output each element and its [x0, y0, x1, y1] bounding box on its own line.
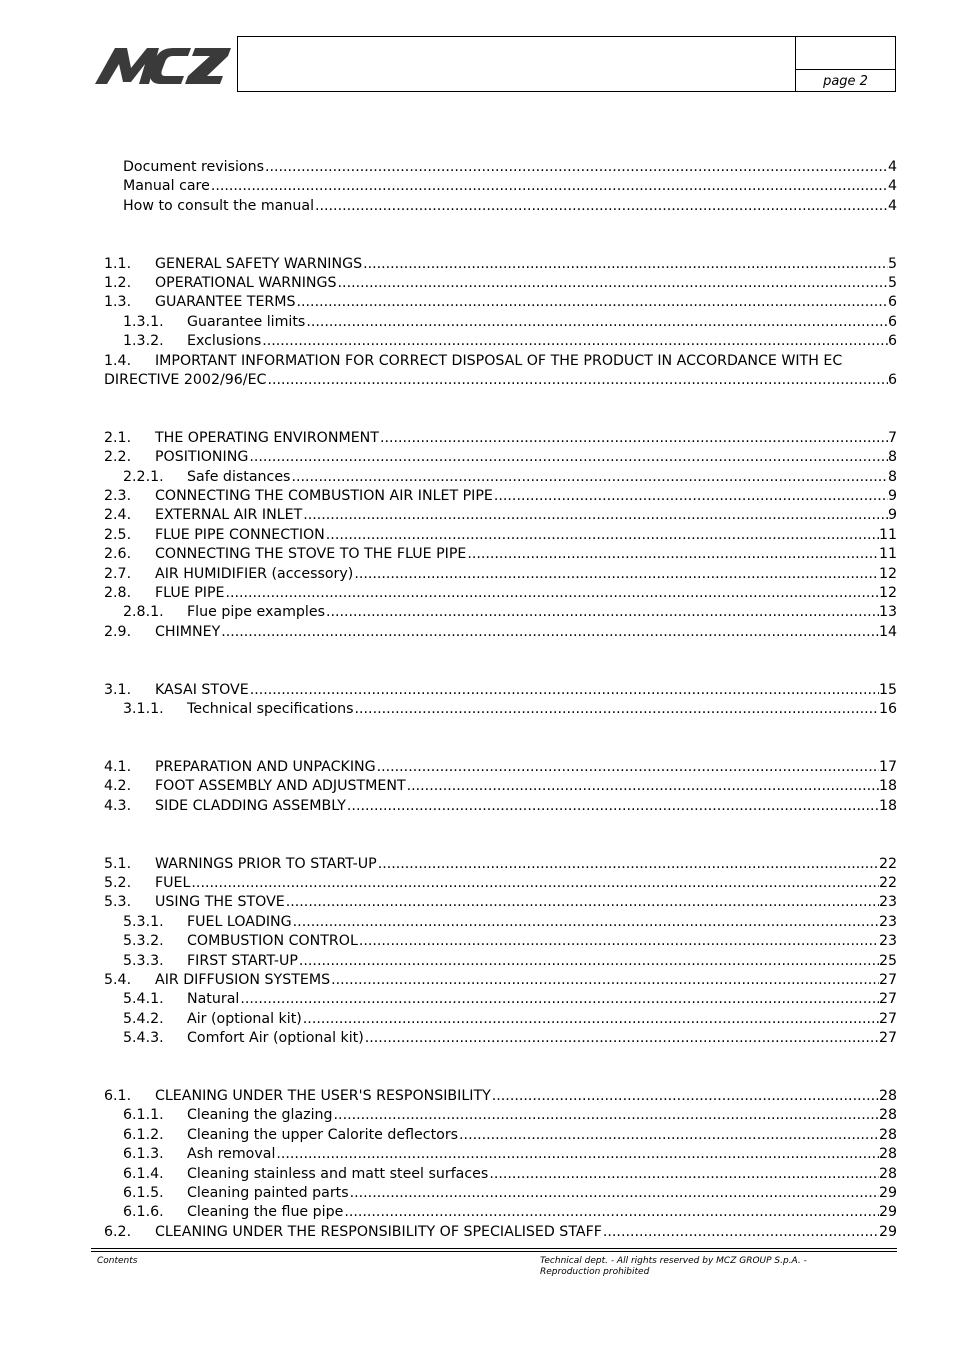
toc-entry-label: Air (optional kit) [187, 1010, 302, 1027]
toc-entry-label: IMPORTANT INFORMATION FOR CORRECT DISPOSAL OF THE PRODUCT IN ACCORDANCE WITH EC [155, 352, 843, 369]
toc-page-number: 12 [878, 565, 897, 582]
toc-entry-label: CONNECTING THE COMBUSTION AIR INLET PIPE [155, 488, 493, 505]
toc-entry[interactable] [104, 506, 897, 525]
toc-entry-number: 2.9. [104, 623, 132, 640]
toc-entry[interactable] [104, 429, 897, 448]
toc-page-number: 11 [878, 526, 897, 543]
toc-dot-leader [602, 1223, 879, 1242]
toc-entry-label: Document revisions [123, 159, 264, 175]
toc-entry-number: 2.5. [104, 526, 132, 543]
toc-entry-number: 5.4. [104, 972, 132, 988]
toc-page-number: 18 [878, 778, 897, 795]
toc-dot-leader [337, 274, 888, 293]
toc-dot-leader [220, 623, 879, 642]
toc-entry-number: 1.2. [104, 275, 132, 292]
toc-entry-label: KASAI STOVE [155, 681, 249, 698]
toc-entry[interactable] [104, 874, 897, 893]
toc-entry[interactable] [104, 177, 897, 196]
toc-entry-number: 5.3.3. [123, 952, 164, 969]
toc-dot-leader [210, 177, 888, 196]
toc-dot-leader [248, 448, 888, 467]
toc-entry-label: Exclusions [187, 333, 262, 350]
toc-entry-label: SIDE CLADDING ASSEMBLY [155, 797, 346, 814]
footer-copyright: Technical dept. - All rights reserved by MCZ GROUP S.p.A. - Reproduction prohibited [540, 1256, 807, 1277]
toc-entry[interactable] [104, 603, 897, 622]
toc-entry-label: Comfort Air (optional kit) [187, 1030, 364, 1047]
toc-page-number: 23 [878, 933, 897, 950]
toc-entry[interactable] [104, 681, 897, 700]
toc-page-number: 28 [878, 1107, 897, 1124]
toc-dot-leader [292, 913, 879, 932]
toc-dot-leader [285, 893, 879, 912]
toc-entry-number: 5.4.2. [123, 1010, 164, 1027]
toc-entry-number: 2.4. [104, 507, 132, 524]
toc-page-number: 27 [878, 991, 897, 1008]
toc-dot-leader [302, 506, 888, 525]
toc-entry[interactable] [104, 855, 897, 874]
toc-entry[interactable] [104, 1029, 897, 1048]
toc-page-number: 27 [878, 1030, 897, 1047]
toc-dot-leader [298, 952, 879, 971]
toc-entry[interactable] [104, 197, 897, 216]
toc-entry[interactable] [104, 255, 897, 274]
toc-dot-leader [224, 584, 878, 603]
toc-page-number: 9 [887, 507, 897, 524]
toc-entry-label: Safe distances [187, 468, 291, 485]
toc-dot-leader [406, 777, 879, 796]
toc-page-number: 5 [887, 255, 897, 272]
toc-dot-leader [330, 971, 879, 990]
toc-entry-label: FOOT ASSEMBLY AND ADJUSTMENT [155, 778, 406, 795]
toc-entry-label: CHIMNEY [155, 623, 221, 640]
toc-dot-leader [346, 797, 879, 816]
toc-entry[interactable] [104, 332, 897, 351]
toc-entry-number: 2.1. [104, 429, 132, 446]
toc-entry-number: 6.1.5. [123, 1185, 164, 1202]
toc-entry-label: USING THE STOVE [155, 894, 285, 911]
toc-dot-leader [466, 545, 879, 564]
toc-entry[interactable] [104, 990, 897, 1009]
toc-entry[interactable] [104, 1106, 897, 1125]
toc-dot-leader [349, 1184, 879, 1203]
toc-dot-leader [488, 1165, 879, 1184]
toc-page-number: 4 [887, 178, 897, 195]
toc-page-number: 6 [887, 333, 897, 350]
toc-entry-number: 6.2. [104, 1223, 132, 1240]
toc-entry[interactable] [104, 1087, 897, 1106]
toc-entry[interactable] [104, 1184, 897, 1203]
toc-page-number: 6 [887, 294, 897, 311]
toc-entry-label: CONNECTING THE STOVE TO THE FLUE PIPE [155, 546, 467, 563]
toc-entry-label: EXTERNAL AIR INLET [155, 507, 303, 524]
toc-dot-leader [377, 855, 879, 874]
toc-entry-number: 4.3. [104, 797, 132, 814]
toc-dot-leader [266, 371, 888, 390]
toc-entry-label: PREPARATION AND UNPACKING [155, 758, 376, 775]
toc-entry-label: FLUE PIPE [155, 585, 225, 602]
toc-entry-label: POSITIONING [155, 449, 249, 466]
toc-entry-number: 2.6. [104, 546, 132, 563]
footer-section-label: Contents [97, 1256, 138, 1266]
toc-entry-number: 6.1.2. [123, 1126, 164, 1143]
toc-entry[interactable] [104, 293, 897, 312]
toc-entry[interactable] [104, 1126, 897, 1145]
toc-dot-leader [305, 313, 888, 332]
toc-page-number: 11 [878, 546, 897, 563]
toc-page-number: 18 [878, 797, 897, 814]
toc-page-number: 12 [878, 585, 897, 602]
toc-dot-leader [353, 565, 879, 584]
mcz-logo [93, 44, 233, 88]
toc-page-number: 29 [878, 1185, 897, 1202]
toc-entry-number: 2.8.1. [123, 604, 164, 621]
toc-entry[interactable] [104, 448, 897, 467]
toc-entry-label: DIRECTIVE 2002/96/EC [104, 372, 267, 389]
toc-entry-number: 5.4.1. [123, 991, 164, 1008]
toc-entry-label: Cleaning the glazing [187, 1107, 333, 1124]
toc-entry-number: 5.3.1. [123, 913, 164, 930]
toc-entry-number: 2.3. [104, 488, 132, 505]
toc-entry-number: 3.1.1. [123, 701, 164, 718]
page-number-label: page 2 [823, 74, 868, 89]
toc-entry-number: 1.3.1. [123, 313, 164, 330]
toc-entry-label: How to consult the manual [123, 197, 315, 214]
toc-entry-number: 2.2.1. [123, 468, 164, 485]
toc-entry-number: 5.2. [104, 875, 132, 892]
toc-entry-number: 3.1. [104, 681, 132, 698]
toc-page-number: 25 [878, 952, 897, 969]
toc-entry-label: THE OPERATING ENVIRONMENT [155, 429, 379, 446]
toc-page-number: 16 [878, 701, 897, 718]
toc-dot-leader [364, 1029, 879, 1048]
toc-entry-label: Cleaning the flue pipe [187, 1204, 344, 1221]
toc-entry-label: WARNINGS PRIOR TO START-UP [155, 855, 377, 872]
toc-entry-number: 5.3. [104, 894, 132, 911]
toc-dot-leader [325, 603, 879, 622]
toc-dot-leader [264, 158, 888, 177]
toc-entry-number: 6.1.4. [123, 1165, 164, 1182]
toc-page-number: 6 [887, 372, 897, 389]
toc-page-number: 22 [878, 875, 897, 892]
toc-entry-label: Manual care [123, 178, 210, 195]
toc-section [104, 429, 897, 642]
toc-page-number: 28 [878, 1146, 897, 1163]
toc-dot-leader [239, 990, 879, 1009]
toc-entry[interactable] [104, 468, 897, 487]
toc-entry[interactable] [104, 274, 897, 293]
toc-entry[interactable] [104, 545, 897, 564]
toc-entry-label: FUEL [155, 875, 191, 892]
toc-entry-number: 2.2. [104, 449, 132, 466]
toc-entry[interactable] [104, 158, 897, 177]
toc-entry[interactable] [104, 1010, 897, 1029]
toc-dot-leader [261, 332, 888, 351]
toc-dot-leader [314, 197, 888, 216]
toc-entry-number: 5.3.2. [123, 933, 164, 950]
toc-entry[interactable] [104, 952, 897, 971]
toc-entry-label: FLUE PIPE CONNECTION [155, 526, 325, 543]
toc-entry-number: 6.1.1. [123, 1107, 164, 1124]
toc-dot-leader [333, 1106, 879, 1125]
toc-entry[interactable] [104, 893, 897, 912]
toc-entry-number: 2.7. [104, 565, 132, 582]
toc-dot-leader [379, 429, 888, 448]
toc-entry[interactable] [104, 1165, 897, 1184]
toc-entry-label: CLEANING UNDER THE RESPONSIBILITY OF SPECIALISED STAFF [155, 1223, 602, 1240]
toc-entry[interactable] [104, 584, 897, 603]
toc-page-number: 15 [878, 681, 897, 698]
toc-entry[interactable] [104, 565, 897, 584]
toc-dot-leader [296, 293, 888, 312]
toc-page-number: 23 [878, 913, 897, 930]
toc-entry[interactable] [104, 623, 897, 642]
toc-section [104, 158, 897, 216]
toc-entry-label: CLEANING UNDER THE USER'S RESPONSIBILITY [155, 1088, 491, 1105]
toc-entry-label: FUEL LOADING [187, 913, 292, 930]
toc-page-number: 13 [878, 604, 897, 621]
toc-entry-continuation[interactable] [104, 371, 897, 390]
header-rule [795, 69, 895, 70]
toc-entry-label: Cleaning the upper Calorite deflectors [187, 1126, 459, 1143]
toc-page-number: 14 [878, 623, 897, 640]
table-of-contents [104, 158, 897, 1242]
toc-entry-label: GUARANTEE TERMS [155, 294, 296, 311]
footer-rule [91, 1248, 897, 1249]
toc-section [104, 681, 897, 720]
toc-entry[interactable] [104, 913, 897, 932]
toc-dot-leader [190, 874, 879, 893]
toc-dot-leader [275, 1145, 879, 1164]
toc-entry-number: 5.1. [104, 855, 132, 872]
toc-dot-leader [491, 1087, 879, 1106]
toc-dot-leader [362, 255, 888, 274]
toc-dot-leader [343, 1203, 879, 1222]
toc-dot-leader [493, 487, 888, 506]
toc-section [104, 1087, 897, 1242]
header-box [237, 36, 896, 92]
toc-entry-number: 1.1. [104, 255, 132, 272]
toc-entry[interactable] [104, 1223, 897, 1242]
toc-dot-leader [376, 758, 879, 777]
toc-entry-label: AIR HUMIDIFIER (accessory) [155, 565, 354, 582]
toc-entry-number: 6.1.3. [123, 1146, 164, 1163]
toc-page-number: 29 [878, 1223, 897, 1240]
toc-entry-label: Cleaning stainless and matt steel surfaces [187, 1165, 489, 1182]
toc-entry-label: GENERAL SAFETY WARNINGS [155, 255, 363, 272]
toc-dot-leader [458, 1126, 879, 1145]
toc-entry-number: 2.8. [104, 585, 132, 602]
toc-page-number: 29 [878, 1204, 897, 1221]
toc-entry-label: Flue pipe examples [187, 604, 325, 621]
toc-page-number: 5 [887, 275, 897, 292]
toc-page-number: 17 [878, 758, 897, 775]
toc-page-number: 22 [878, 855, 897, 872]
toc-dot-leader [302, 1010, 879, 1029]
toc-page-number: 8 [887, 449, 897, 466]
toc-entry-label: FIRST START-UP [187, 952, 298, 969]
toc-entry[interactable] [104, 700, 897, 719]
toc-page-number: 4 [887, 159, 897, 175]
toc-section [104, 255, 897, 391]
toc-entry[interactable] [104, 758, 897, 777]
toc-entry[interactable] [104, 526, 897, 545]
toc-entry-label: Technical specifications [187, 701, 354, 718]
toc-page-number: 27 [878, 1010, 897, 1027]
toc-entry[interactable] [104, 1203, 897, 1222]
toc-entry[interactable] [104, 313, 897, 332]
toc-dot-leader [249, 681, 879, 700]
toc-page-number: 23 [878, 894, 897, 911]
toc-entry[interactable] [104, 971, 897, 990]
toc-page-number: 8 [887, 468, 897, 485]
toc-page-number: 7 [887, 429, 897, 446]
toc-dot-leader [358, 932, 879, 951]
toc-entry-label: OPERATIONAL WARNINGS [155, 275, 337, 292]
toc-entry-number: 6.1. [104, 1088, 132, 1105]
toc-entry-wrapped[interactable] [104, 352, 897, 371]
toc-entry-label: Guarantee limits [187, 313, 306, 330]
toc-entry-number: 5.4.3. [123, 1030, 164, 1047]
toc-entry-label: AIR DIFFUSION SYSTEMS [155, 972, 331, 988]
toc-page-number: 28 [878, 1088, 897, 1105]
toc-page-number: 6 [887, 313, 897, 330]
toc-page-number: 27 [878, 972, 897, 988]
toc-section [104, 855, 897, 1049]
toc-entry-number: 1.3. [104, 294, 132, 311]
toc-entry[interactable] [104, 777, 897, 796]
toc-entry[interactable] [104, 487, 897, 506]
toc-entry[interactable] [104, 932, 897, 951]
toc-page-number: 28 [878, 1126, 897, 1143]
toc-entry-label: Natural [187, 991, 240, 1008]
footer-rule-double [91, 1251, 897, 1252]
toc-entry-label: Cleaning painted parts [187, 1185, 349, 1202]
toc-entry-number: 1.3.2. [123, 333, 164, 350]
toc-section [104, 758, 897, 816]
toc-entry-number: 1.4. [104, 352, 132, 369]
toc-page-number: 9 [887, 488, 897, 505]
toc-entry-number: 4.2. [104, 778, 132, 795]
toc-entry-label: COMBUSTION CONTROL [187, 933, 358, 950]
toc-entry-label: Ash removal [187, 1146, 276, 1163]
toc-entry[interactable] [104, 797, 897, 816]
toc-page-number: 28 [878, 1165, 897, 1182]
toc-entry-number: 4.1. [104, 758, 132, 775]
toc-page-number: 4 [887, 197, 897, 214]
toc-dot-leader [290, 468, 888, 487]
toc-dot-leader [354, 700, 879, 719]
toc-entry[interactable] [104, 1145, 897, 1164]
toc-entry-number: 6.1.6. [123, 1204, 164, 1221]
toc-dot-leader [325, 526, 879, 545]
